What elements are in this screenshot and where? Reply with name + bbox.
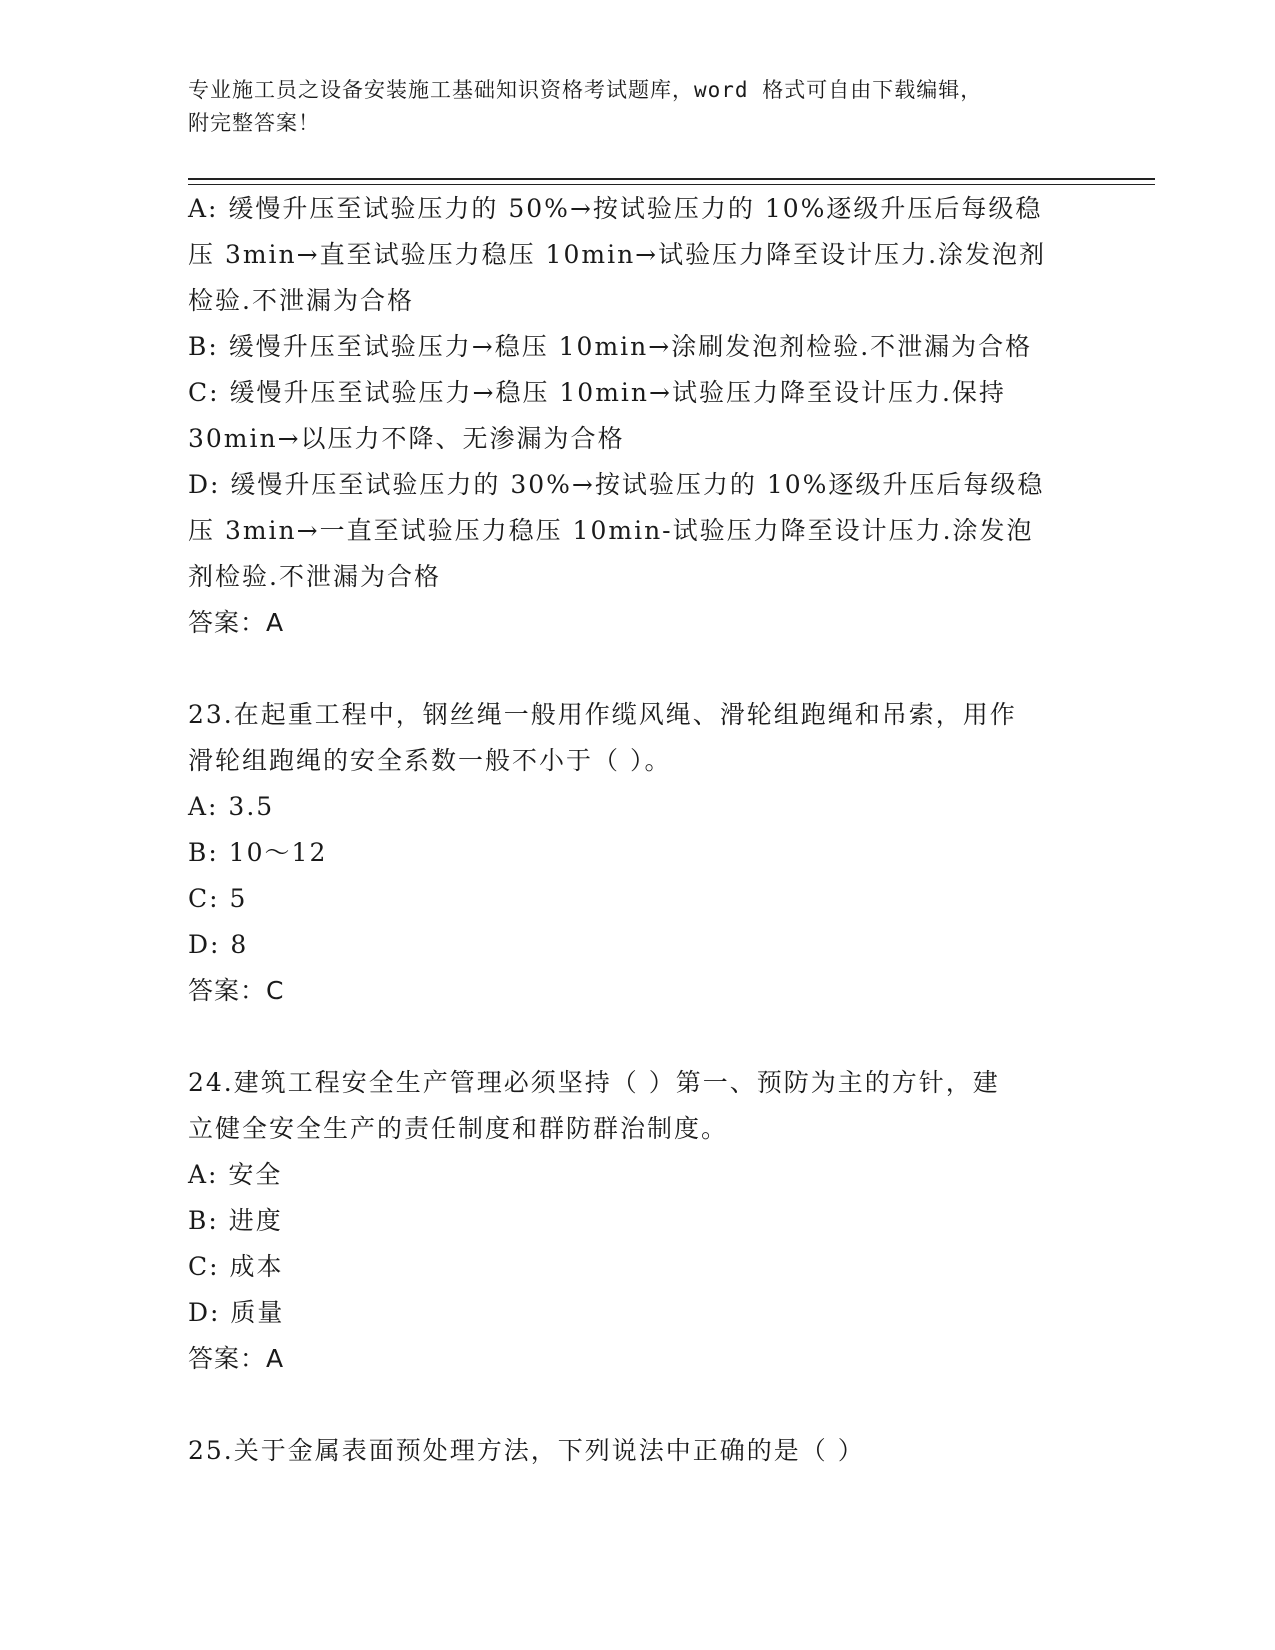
question-stem-line: 25.关于金属表面预处理方法，下列说法中正确的是（ ） <box>188 1436 865 1465</box>
option-line: B: 10～12 <box>188 838 328 867</box>
option-line: 压 3min→直至试验压力稳压 10min→试验压力降至设计压力.涂发泡剂 <box>188 240 1047 269</box>
option-line: A: 缓慢升压至试验压力的 50%→按试验压力的 10%逐级升压后每级稳 <box>188 194 1043 223</box>
option-line: B: 缓慢升压至试验压力→稳压 10min→涂刷发泡剂检验.不泄漏为合格 <box>188 332 1033 361</box>
option-line: B: 进度 <box>188 1206 283 1235</box>
spacer <box>188 1014 1088 1060</box>
option-line: 30min→以压力不降、无渗漏为合格 <box>188 424 625 453</box>
option-line: 检验.不泄漏为合格 <box>188 286 414 315</box>
option-line: A: 3.5 <box>188 792 275 821</box>
question-stem-line: 滑轮组跑绳的安全系数一般不小于（ ）。 <box>188 746 672 775</box>
question-stem-line: 24.建筑工程安全生产管理必须坚持（ ）第一、预防为主的方针，建 <box>188 1068 1000 1097</box>
spacer <box>188 1382 1088 1428</box>
option-line: D: 质量 <box>188 1298 285 1327</box>
question-block <box>188 692 1088 1014</box>
header-line: 附完整答案！ <box>188 111 320 135</box>
header-divider <box>188 184 1155 185</box>
header-line: 专业施工员之设备安装施工基础知识资格考试题库，word 格式可自由下载编辑， <box>188 78 983 102</box>
option-line: A: 安全 <box>188 1160 283 1189</box>
question-block <box>188 1428 1088 1474</box>
answer-line: 答案：C <box>188 976 285 1005</box>
question-block <box>188 1060 1088 1382</box>
option-line: C: 缓慢升压至试验压力→稳压 10min→试验压力降至设计压力.保持 <box>188 378 1006 407</box>
option-line: C: 5 <box>188 884 248 913</box>
question-stem-line: 立健全安全生产的责任制度和群防群治制度。 <box>188 1114 729 1143</box>
question-content <box>188 186 1088 1474</box>
option-line: 剂检验.不泄漏为合格 <box>188 562 441 591</box>
header-divider <box>188 178 1155 180</box>
option-line: 压 3min→一直至试验压力稳压 10min-试验压力降至设计压力.涂发泡 <box>188 516 1034 545</box>
option-line: C: 成本 <box>188 1252 284 1281</box>
spacer <box>188 646 1088 692</box>
question-block <box>188 186 1088 646</box>
document-header <box>188 74 1068 140</box>
option-line: D: 缓慢升压至试验压力的 30%→按试验压力的 10%逐级升压后每级稳 <box>188 470 1045 499</box>
option-line: D: 8 <box>188 930 249 959</box>
question-stem-line: 23.在起重工程中，钢丝绳一般用作缆风绳、滑轮组跑绳和吊索，用作 <box>188 700 1017 729</box>
answer-line: 答案：A <box>188 1344 285 1373</box>
answer-line: 答案：A <box>188 608 285 637</box>
